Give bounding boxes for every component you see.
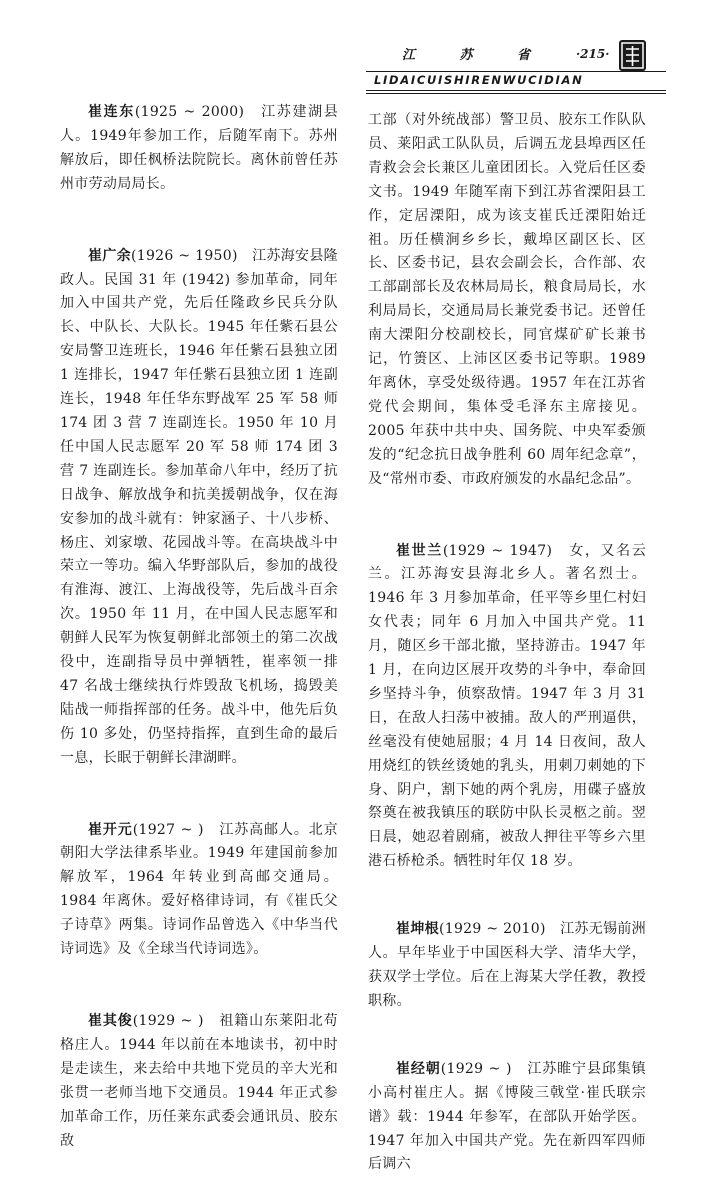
entry-dates: (1929 ~ 1947) [442,542,553,559]
page-number: ·215· [576,47,610,61]
left-column [60,101,338,1153]
entry-name: 崔世兰 [396,542,443,559]
entry-body: 工部（对外统战部）警卫员、胶东工作队队员、莱阳武工队队员，后调五龙县埠西区任青救会会长兼区儿童团团长。入党后任区委文书。1949 年随军南下到江苏省溧阳县工作，定居溧阳，成为该支崔氏迁溧阳始迁祖。历任横涧乡乡长，戴埠区副区长、区长、区委书记，县农会副会长，合作部、农工部副部长及农林局局长，粮食局局长，水利局局长，交通局局长兼党委书记。还曾任南大溧阳分校副校长，同官煤矿矿长兼书记，竹箦区、上沛区区委书记等职。1989 年离休，享受处级待遇。1957 年在江苏省党代会期间，集体受毛泽东主席接见。2005 年获中共中央、国务院、中央军委颁发的“纪念抗日战争胜利 60 周年纪念章”，及“常州市委、市政府颁发的水晶纪念品”。 [368,112,646,487]
entry-body: 江苏无锡前洲人。早年毕业于中国医科大学、清华大学，获双学士学位。后在上海某大学任教，教授职称。 [368,921,646,1009]
entry-dates: (1925 ~ 2000) [134,104,245,120]
entry-body: 江苏睢宁县邱集镇小高村崔庄人。据《博陵三戟堂·崔氏联宗谱》载：1944 年参军，在部队开始学医。1947 年加入中国共产党。先在新四军四师后调六 [368,1060,646,1173]
entry-name: 崔开元 [88,821,133,838]
right-column [368,109,646,1177]
header-title: 江 苏 省 [402,48,551,63]
biography-entry [60,245,338,771]
entry-dates: (1929 ~ 2010) [438,921,546,938]
entry-name: 崔广余 [88,247,131,264]
entry-body: 江苏海安县隆政人。民国 31 年 (1942) 参加革命，同年加入中国共产党，先后任隆政乡民兵分队长、中队长、大队长。1945 年任紫石县公安局警卫连班长，1946 年任紫石县独立团 1 连排长，1947 年任紫石县独立团 1 连副连长，1948 年任华东野战军 25 军 58 师 174 团 3 营 7 连副连长。1950 年 10 月任中国人民志愿军 20 军 58 师 174 团 3 营 7 连副连长。参加革命八年中，经历了抗日战争、解放战争和抗美援朝战争，仅在海安参加的战斗就有：钟家涵子、十八步桥、杨庄、刘家墩、花园战斗等。在高块战斗中荣立一等功。编入华野部队后，参加的战役有淮海、渡江、上海战役等，先后战斗百余次。1950 年 11 月，在中国人民志愿军和朝鲜人民军为恢复朝鲜北部领土的第二次战役中，连副指导员中弹牺牲，崔率领一排 47 名战士继续执行炸毁敌飞机场，捣毁美陆战一师指挥部的任务。战斗中，他先后负伤 10 多处，仍坚持指挥，直到生命的最后一息，长眠于朝鲜长津湖畔。 [60,247,338,766]
biography-entry [368,540,646,875]
entry-dates: (1929 ~ ) [132,1013,204,1029]
entry-name: 崔其俊 [88,1013,133,1029]
entry-body: 女，又名云兰。江苏海安县海北乡人。著名烈士。1946 年 3 月参加革命，任平等乡里仁村妇女代表；同年 6 月加入中国共产党。11 月，随区乡干部北撤，坚持游击。1947 年 1 月，在向边区展开攻势的斗争中，奉命回乡坚持斗争，侦察敌情。1947 年 3 月 31 日，在敌人扫荡中被捕。敌人的严刑逼供，丝毫没有使她屈服；4 月 14 日夜间，敌人用烧红的铁丝烫她的乳头，用刺刀刺她的下身、阴户，割下她的两个乳房，用碟子盛放祭奠在被我镇压的联防中队长灵柩之前。翌日晨，她忍着剧痛，被敌人押往平等乡六里港石桥枪杀。牺牲时年仅 18 岁。 [368,542,646,870]
biography-entry [368,918,646,1014]
entry-body: 江苏建湖县人。1949年参加工作，后随军南下。苏州解放后，即任枫桥法院院长。离休前曾任苏州市劳动局局长。 [60,104,338,192]
biography-entry [368,1058,646,1177]
emblem-icon [619,40,646,71]
entry-dates: (1929 ~ ) [440,1060,512,1077]
biography-entry [60,101,338,197]
entry-dates: (1926 ~ 1950) [130,247,238,264]
biography-entry [60,1010,338,1153]
entry-name: 崔经朝 [396,1060,441,1077]
entry-name: 崔坤根 [396,921,439,938]
entry-name: 崔连东 [88,104,135,120]
header-rule [366,93,666,94]
entry-dates: (1927 ~ ) [132,821,204,838]
entry-body: 祖籍山东莱阳北苟格庄人。1944 年以前在本地读书，初中时是走读生，来去给中共地下党员的辛大光和张贯一老师当地下交通员。1944 年正式参加革命工作，历任莱东武委会通讯员、胶东敌 [60,1013,338,1149]
biography-entry [60,819,338,962]
biography-entry-continuation [368,109,646,492]
header-subtitle: LIDAICUISHIRENWUCIDIAN [366,71,666,91]
entry-body: 江苏高邮人。北京朝阳大学法律系毕业。1949 年建国前参加解放军，1964 年转业到高邮交通局。1984 年离休。爱好格律诗词，有《崔氏父子诗草》两集。诗词作品曾选入《中华当代诗词选》及《全球当代诗词选》。 [60,821,338,958]
